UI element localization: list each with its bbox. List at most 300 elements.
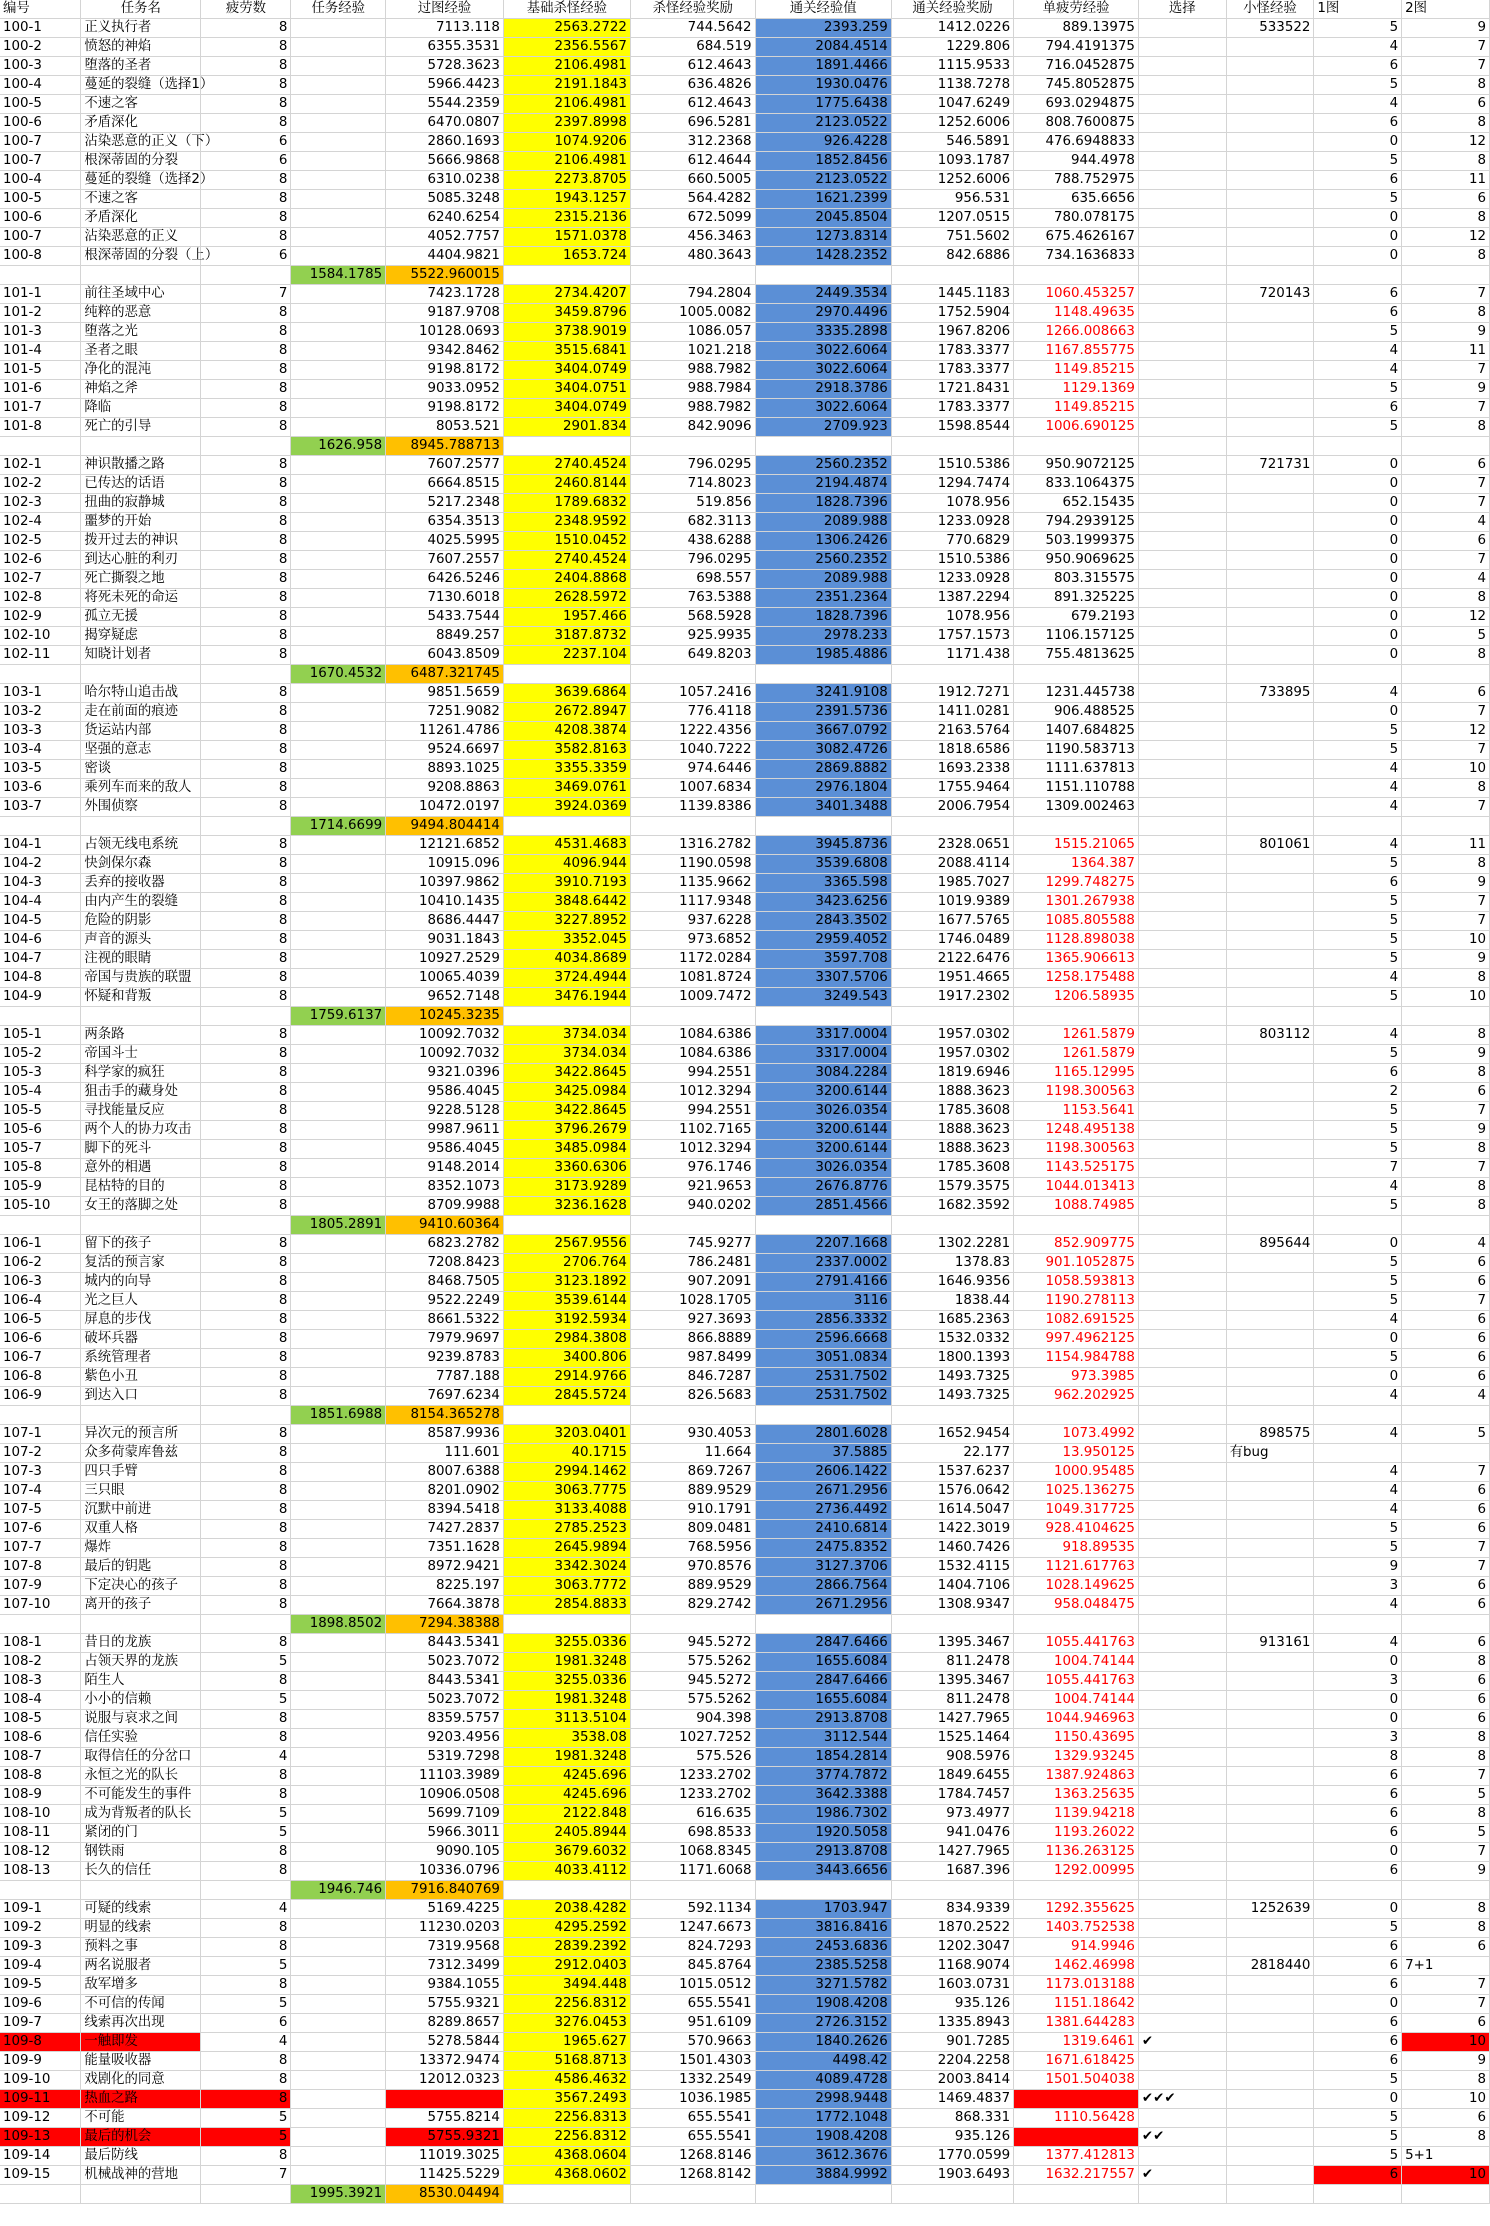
cell-map-1[interactable]: 0 bbox=[1314, 247, 1402, 266]
cell-per-fatigue-exp[interactable]: 1129.1369 bbox=[1014, 380, 1139, 399]
cell-clear-exp-bonus[interactable]: 1770.0599 bbox=[891, 2147, 1013, 2166]
cell-mob-exp[interactable] bbox=[1226, 912, 1314, 931]
cell-clear-exp[interactable]: 8053.521 bbox=[386, 418, 504, 437]
cell-kill-exp-bonus[interactable]: 1021.218 bbox=[630, 342, 755, 361]
empty-cell[interactable] bbox=[201, 1216, 291, 1235]
cell-clear-exp-value[interactable]: 2207.1668 bbox=[755, 1235, 891, 1254]
empty-cell[interactable] bbox=[201, 817, 291, 836]
cell-id[interactable]: 103-7 bbox=[0, 798, 81, 817]
cell-choice[interactable] bbox=[1138, 1444, 1226, 1463]
cell-clear-exp-value[interactable]: 3116 bbox=[755, 1292, 891, 1311]
cell-map-1[interactable]: 3 bbox=[1314, 1729, 1402, 1748]
cell-task-exp[interactable] bbox=[291, 2052, 386, 2071]
cell-mob-exp[interactable] bbox=[1226, 1311, 1314, 1330]
cell-kill-exp-bonus[interactable]: 1028.1705 bbox=[630, 1292, 755, 1311]
cell-map-1[interactable]: 4 bbox=[1314, 760, 1402, 779]
cell-clear-exp[interactable]: 10906.0508 bbox=[386, 1786, 504, 1805]
cell-choice[interactable] bbox=[1138, 38, 1226, 57]
cell-per-fatigue-exp[interactable]: 997.4962125 bbox=[1014, 1330, 1139, 1349]
cell-map-2[interactable]: 4 bbox=[1402, 513, 1490, 532]
cell-clear-exp-value[interactable]: 2843.3502 bbox=[755, 912, 891, 931]
cell-fatigue[interactable]: 8 bbox=[201, 798, 291, 817]
cell-per-fatigue-exp[interactable]: 1055.441763 bbox=[1014, 1634, 1139, 1653]
cell-map-1[interactable]: 0 bbox=[1314, 494, 1402, 513]
cell-clear-exp[interactable]: 111.601 bbox=[386, 1444, 504, 1463]
cell-task-name[interactable]: 信任实验 bbox=[81, 1729, 201, 1748]
cell-task-exp[interactable] bbox=[291, 114, 386, 133]
cell-base-kill-exp[interactable]: 1965.627 bbox=[503, 2033, 630, 2052]
cell-id[interactable]: 108-2 bbox=[0, 1653, 81, 1672]
cell-kill-exp-bonus[interactable]: 824.7293 bbox=[630, 1938, 755, 1957]
cell-choice[interactable] bbox=[1138, 247, 1226, 266]
cell-task-exp[interactable] bbox=[291, 1349, 386, 1368]
cell-clear-exp-bonus[interactable]: 1093.1787 bbox=[891, 152, 1013, 171]
cell-kill-exp-bonus[interactable]: 951.6109 bbox=[630, 2014, 755, 2033]
cell-id[interactable]: 101-8 bbox=[0, 418, 81, 437]
cell-map-2[interactable]: 7 bbox=[1402, 551, 1490, 570]
cell-clear-exp-bonus[interactable]: 1510.5386 bbox=[891, 456, 1013, 475]
cell-base-kill-exp[interactable]: 2038.4282 bbox=[503, 1900, 630, 1919]
cell-per-fatigue-exp[interactable]: 950.9072125 bbox=[1014, 456, 1139, 475]
cell-task-name[interactable]: 前往圣域中心 bbox=[81, 285, 201, 304]
cell-task-name[interactable]: 明显的线索 bbox=[81, 1919, 201, 1938]
cell-task-exp[interactable] bbox=[291, 1387, 386, 1406]
cell-map-2[interactable] bbox=[1402, 1444, 1490, 1463]
cell-base-kill-exp[interactable]: 3734.034 bbox=[503, 1026, 630, 1045]
cell-id[interactable]: 108-3 bbox=[0, 1672, 81, 1691]
cell-map-2[interactable]: 10 bbox=[1402, 2033, 1490, 2052]
cell-clear-exp-bonus[interactable]: 1757.1573 bbox=[891, 627, 1013, 646]
cell-kill-exp-bonus[interactable]: 930.4053 bbox=[630, 1425, 755, 1444]
cell-clear-exp[interactable]: 6240.6254 bbox=[386, 209, 504, 228]
cell-id[interactable]: 100-5 bbox=[0, 95, 81, 114]
cell-per-fatigue-exp[interactable]: 635.6656 bbox=[1014, 190, 1139, 209]
cell-clear-exp[interactable]: 6355.3531 bbox=[386, 38, 504, 57]
cell-fatigue[interactable]: 8 bbox=[201, 950, 291, 969]
cell-id[interactable]: 103-3 bbox=[0, 722, 81, 741]
cell-fatigue[interactable]: 8 bbox=[201, 209, 291, 228]
cell-base-kill-exp[interactable]: 3173.9289 bbox=[503, 1178, 630, 1197]
cell-mob-exp[interactable] bbox=[1226, 1273, 1314, 1292]
cell-mob-exp[interactable] bbox=[1226, 1558, 1314, 1577]
cell-clear-exp-bonus[interactable]: 1888.3623 bbox=[891, 1121, 1013, 1140]
cell-clear-exp[interactable]: 10092.7032 bbox=[386, 1045, 504, 1064]
cell-clear-exp[interactable]: 8359.5757 bbox=[386, 1710, 504, 1729]
cell-base-kill-exp[interactable]: 3123.1892 bbox=[503, 1273, 630, 1292]
cell-fatigue[interactable]: 8 bbox=[201, 1482, 291, 1501]
empty-cell[interactable] bbox=[755, 1615, 891, 1634]
empty-cell[interactable] bbox=[1138, 817, 1226, 836]
empty-cell[interactable] bbox=[1314, 1615, 1402, 1634]
cell-task-name[interactable]: 敌军增多 bbox=[81, 1976, 201, 1995]
cell-clear-exp-bonus[interactable]: 1957.0302 bbox=[891, 1026, 1013, 1045]
cell-choice[interactable] bbox=[1138, 703, 1226, 722]
cell-task-exp[interactable] bbox=[291, 1900, 386, 1919]
empty-cell[interactable] bbox=[630, 1007, 755, 1026]
cell-per-fatigue-exp[interactable]: 745.8052875 bbox=[1014, 76, 1139, 95]
cell-task-name[interactable]: 注视的眼睛 bbox=[81, 950, 201, 969]
cell-base-kill-exp[interactable]: 3355.3359 bbox=[503, 760, 630, 779]
cell-clear-exp-bonus[interactable]: 2163.5764 bbox=[891, 722, 1013, 741]
cell-task-name[interactable]: 可疑的线索 bbox=[81, 1900, 201, 1919]
cell-fatigue[interactable]: 8 bbox=[201, 418, 291, 437]
cell-map-2[interactable]: 6 bbox=[1402, 1330, 1490, 1349]
cell-mob-exp[interactable]: 913161 bbox=[1226, 1634, 1314, 1653]
cell-choice[interactable] bbox=[1138, 855, 1226, 874]
cell-map-2[interactable]: 8 bbox=[1402, 855, 1490, 874]
cell-choice[interactable] bbox=[1138, 361, 1226, 380]
cell-base-kill-exp[interactable]: 4245.696 bbox=[503, 1786, 630, 1805]
cell-fatigue[interactable]: 8 bbox=[201, 646, 291, 665]
cell-id[interactable]: 100-7 bbox=[0, 228, 81, 247]
cell-map-2[interactable]: 5+1 bbox=[1402, 2147, 1490, 2166]
cell-clear-exp-value[interactable]: 3335.2898 bbox=[755, 323, 891, 342]
cell-clear-exp[interactable]: 7787.188 bbox=[386, 1368, 504, 1387]
cell-fatigue[interactable]: 8 bbox=[201, 361, 291, 380]
cell-per-fatigue-exp[interactable]: 1319.6461 bbox=[1014, 2033, 1139, 2052]
cell-clear-exp[interactable]: 8709.9988 bbox=[386, 1197, 504, 1216]
cell-choice[interactable] bbox=[1138, 1140, 1226, 1159]
cell-clear-exp-bonus[interactable]: 1252.6006 bbox=[891, 114, 1013, 133]
cell-map-1[interactable]: 0 bbox=[1314, 551, 1402, 570]
cell-clear-exp-value[interactable]: 1930.0476 bbox=[755, 76, 891, 95]
cell-clear-exp-bonus[interactable]: 1784.7457 bbox=[891, 1786, 1013, 1805]
cell-clear-exp[interactable]: 10065.4039 bbox=[386, 969, 504, 988]
cell-per-fatigue-exp[interactable]: 1028.149625 bbox=[1014, 1577, 1139, 1596]
cell-choice[interactable] bbox=[1138, 2071, 1226, 2090]
header-map-2[interactable]: 2图 bbox=[1402, 0, 1490, 19]
cell-choice[interactable] bbox=[1138, 1843, 1226, 1862]
cell-kill-exp-bonus[interactable]: 1316.2782 bbox=[630, 836, 755, 855]
cell-base-kill-exp[interactable]: 3255.0336 bbox=[503, 1672, 630, 1691]
empty-cell[interactable] bbox=[1014, 266, 1139, 285]
cell-map-2[interactable]: 7 bbox=[1402, 1292, 1490, 1311]
cell-base-kill-exp[interactable]: 2122.848 bbox=[503, 1805, 630, 1824]
cell-map-2[interactable]: 8 bbox=[1402, 1919, 1490, 1938]
cell-choice[interactable] bbox=[1138, 418, 1226, 437]
cell-base-kill-exp[interactable]: 1789.6832 bbox=[503, 494, 630, 513]
cell-map-2[interactable]: 7 bbox=[1402, 1843, 1490, 1862]
cell-fatigue[interactable]: 8 bbox=[201, 855, 291, 874]
cell-map-1[interactable]: 5 bbox=[1314, 1292, 1402, 1311]
cell-task-name[interactable]: 狙击手的藏身处 bbox=[81, 1083, 201, 1102]
cell-map-1[interactable]: 0 bbox=[1314, 1691, 1402, 1710]
cell-clear-exp-value[interactable]: 3051.0834 bbox=[755, 1349, 891, 1368]
cell-per-fatigue-exp[interactable]: 906.488525 bbox=[1014, 703, 1139, 722]
cell-clear-exp-bonus[interactable]: 1951.4665 bbox=[891, 969, 1013, 988]
cell-mob-exp[interactable] bbox=[1226, 171, 1314, 190]
empty-cell[interactable] bbox=[1314, 817, 1402, 836]
cell-kill-exp-bonus[interactable]: 763.5388 bbox=[630, 589, 755, 608]
cell-clear-exp-bonus[interactable]: 1752.5904 bbox=[891, 304, 1013, 323]
cell-task-name[interactable]: 两名说服者 bbox=[81, 1957, 201, 1976]
cell-fatigue[interactable]: 8 bbox=[201, 1121, 291, 1140]
cell-per-fatigue-exp[interactable]: 1049.317725 bbox=[1014, 1501, 1139, 1520]
cell-mob-exp[interactable] bbox=[1226, 513, 1314, 532]
cell-mob-exp[interactable] bbox=[1226, 209, 1314, 228]
header-choice[interactable]: 选择 bbox=[1138, 0, 1226, 19]
cell-base-kill-exp[interactable]: 4368.0604 bbox=[503, 2147, 630, 2166]
cell-fatigue[interactable]: 8 bbox=[201, 57, 291, 76]
cell-map-2[interactable]: 12 bbox=[1402, 722, 1490, 741]
cell-fatigue[interactable]: 8 bbox=[201, 475, 291, 494]
cell-mob-exp[interactable] bbox=[1226, 57, 1314, 76]
cell-kill-exp-bonus[interactable]: 1068.8345 bbox=[630, 1843, 755, 1862]
cell-clear-exp-bonus[interactable]: 2328.0651 bbox=[891, 836, 1013, 855]
cell-fatigue[interactable]: 8 bbox=[201, 874, 291, 893]
cell-task-exp[interactable] bbox=[291, 1862, 386, 1881]
cell-task-name[interactable]: 昔日的龙族 bbox=[81, 1634, 201, 1653]
cell-task-name[interactable]: 长久的信任 bbox=[81, 1862, 201, 1881]
cell-task-exp[interactable] bbox=[291, 969, 386, 988]
cell-mob-exp[interactable] bbox=[1226, 1805, 1314, 1824]
empty-cell[interactable] bbox=[503, 1881, 630, 1900]
cell-base-kill-exp[interactable]: 3404.0751 bbox=[503, 380, 630, 399]
cell-task-exp[interactable] bbox=[291, 1064, 386, 1083]
cell-clear-exp-value[interactable]: 2913.8708 bbox=[755, 1710, 891, 1729]
cell-per-fatigue-exp[interactable]: 1365.906613 bbox=[1014, 950, 1139, 969]
cell-per-fatigue-exp[interactable]: 1438.983025 bbox=[1014, 2128, 1139, 2147]
cell-task-exp[interactable] bbox=[291, 1292, 386, 1311]
cell-base-kill-exp[interactable]: 2315.2136 bbox=[503, 209, 630, 228]
cell-map-1[interactable]: 5 bbox=[1314, 1273, 1402, 1292]
cell-map-1[interactable]: 5 bbox=[1314, 2147, 1402, 2166]
cell-clear-exp[interactable]: 4052.7757 bbox=[386, 228, 504, 247]
cell-fatigue[interactable]: 8 bbox=[201, 1292, 291, 1311]
cell-map-2[interactable]: 7 bbox=[1402, 1102, 1490, 1121]
cell-fatigue[interactable]: 8 bbox=[201, 513, 291, 532]
cell-task-name[interactable]: 揭穿疑虑 bbox=[81, 627, 201, 646]
cell-per-fatigue-exp[interactable]: 962.202925 bbox=[1014, 1387, 1139, 1406]
cell-map-2[interactable]: 8 bbox=[1402, 304, 1490, 323]
cell-id[interactable]: 102-7 bbox=[0, 570, 81, 589]
cell-task-name[interactable]: 死亡的引导 bbox=[81, 418, 201, 437]
cell-choice[interactable] bbox=[1138, 2052, 1226, 2071]
cell-id[interactable]: 105-6 bbox=[0, 1121, 81, 1140]
cell-per-fatigue-exp[interactable]: 780.078175 bbox=[1014, 209, 1139, 228]
cell-kill-exp-bonus[interactable]: 1036.1985 bbox=[630, 2090, 755, 2109]
cell-map-1[interactable]: 6 bbox=[1314, 1767, 1402, 1786]
cell-clear-exp-value[interactable]: 3022.6064 bbox=[755, 399, 891, 418]
cell-kill-exp-bonus[interactable]: 940.0202 bbox=[630, 1197, 755, 1216]
cell-map-1[interactable]: 4 bbox=[1314, 342, 1402, 361]
cell-per-fatigue-exp[interactable]: 1329.93245 bbox=[1014, 1748, 1139, 1767]
cell-per-fatigue-exp[interactable]: 1143.525175 bbox=[1014, 1159, 1139, 1178]
cell-kill-exp-bonus[interactable]: 1040.7222 bbox=[630, 741, 755, 760]
cell-fatigue[interactable]: 8 bbox=[201, 342, 291, 361]
cell-base-kill-exp[interactable]: 3255.0336 bbox=[503, 1634, 630, 1653]
cell-per-fatigue-exp[interactable]: 808.7600875 bbox=[1014, 114, 1139, 133]
cell-task-name[interactable]: 已传达的话语 bbox=[81, 475, 201, 494]
cell-base-kill-exp[interactable]: 2106.4981 bbox=[503, 57, 630, 76]
cell-id[interactable]: 100-1 bbox=[0, 19, 81, 38]
empty-cell[interactable] bbox=[755, 437, 891, 456]
cell-clear-exp-value[interactable]: 1828.7396 bbox=[755, 608, 891, 627]
cell-clear-exp-value[interactable]: 3539.6808 bbox=[755, 855, 891, 874]
cell-map-1[interactable]: 8 bbox=[1314, 1748, 1402, 1767]
cell-per-fatigue-exp[interactable]: 1106.157125 bbox=[1014, 627, 1139, 646]
cell-mob-exp[interactable]: 895644 bbox=[1226, 1235, 1314, 1254]
cell-task-exp[interactable] bbox=[291, 1463, 386, 1482]
cell-clear-exp-value[interactable]: 2869.8882 bbox=[755, 760, 891, 779]
cell-fatigue[interactable]: 5 bbox=[201, 1691, 291, 1710]
cell-kill-exp-bonus[interactable]: 714.8023 bbox=[630, 475, 755, 494]
cell-map-2[interactable]: 10 bbox=[1402, 2090, 1490, 2109]
cell-clear-exp-bonus[interactable]: 1047.6249 bbox=[891, 95, 1013, 114]
cell-map-1[interactable]: 0 bbox=[1314, 703, 1402, 722]
cell-clear-exp[interactable]: 8352.1073 bbox=[386, 1178, 504, 1197]
cell-map-2[interactable]: 8 bbox=[1402, 1900, 1490, 1919]
cell-kill-exp-bonus[interactable]: 889.9529 bbox=[630, 1482, 755, 1501]
cell-id[interactable]: 101-7 bbox=[0, 399, 81, 418]
cell-task-exp[interactable] bbox=[291, 152, 386, 171]
cell-map-1[interactable]: 0 bbox=[1314, 1653, 1402, 1672]
cell-task-exp[interactable] bbox=[291, 76, 386, 95]
cell-clear-exp-value[interactable]: 1306.2426 bbox=[755, 532, 891, 551]
cell-task-name[interactable]: 由内产生的裂缝 bbox=[81, 893, 201, 912]
cell-task-name[interactable]: 紧闭的门 bbox=[81, 1824, 201, 1843]
cell-choice[interactable] bbox=[1138, 1691, 1226, 1710]
cell-id[interactable]: 108-6 bbox=[0, 1729, 81, 1748]
cell-clear-exp-bonus[interactable]: 1677.5765 bbox=[891, 912, 1013, 931]
cell-task-exp[interactable] bbox=[291, 1957, 386, 1976]
cell-clear-exp[interactable]: 5319.7298 bbox=[386, 1748, 504, 1767]
cell-base-kill-exp[interactable]: 4586.4632 bbox=[503, 2071, 630, 2090]
cell-fatigue[interactable]: 8 bbox=[201, 1102, 291, 1121]
cell-choice[interactable] bbox=[1138, 1387, 1226, 1406]
cell-kill-exp-bonus[interactable]: 907.2091 bbox=[630, 1273, 755, 1292]
cell-clear-exp-bonus[interactable]: 2204.2258 bbox=[891, 2052, 1013, 2071]
cell-clear-exp[interactable]: 5023.7072 bbox=[386, 1691, 504, 1710]
cell-clear-exp-bonus[interactable]: 1888.3623 bbox=[891, 1083, 1013, 1102]
cell-per-fatigue-exp[interactable]: 1082.691525 bbox=[1014, 1311, 1139, 1330]
cell-choice[interactable] bbox=[1138, 209, 1226, 228]
cell-clear-exp[interactable]: 10128.0693 bbox=[386, 323, 504, 342]
cell-mob-exp[interactable] bbox=[1226, 893, 1314, 912]
cell-task-exp[interactable] bbox=[291, 304, 386, 323]
cell-task-name[interactable]: 线索再次出现 bbox=[81, 2014, 201, 2033]
cell-per-fatigue-exp[interactable]: 1515.21065 bbox=[1014, 836, 1139, 855]
cell-task-exp[interactable] bbox=[291, 380, 386, 399]
empty-cell[interactable] bbox=[503, 1216, 630, 1235]
cell-map-2[interactable]: 6 bbox=[1402, 1596, 1490, 1615]
cell-kill-exp-bonus[interactable]: 1117.9348 bbox=[630, 893, 755, 912]
cell-task-name[interactable]: 异次元的预言所 bbox=[81, 1425, 201, 1444]
cell-map-1[interactable]: 4 bbox=[1314, 1178, 1402, 1197]
cell-clear-exp-bonus[interactable]: 956.531 bbox=[891, 190, 1013, 209]
cell-map-2[interactable]: 7 bbox=[1402, 1558, 1490, 1577]
header-clear-exp-bonus[interactable]: 通关经验奖励 bbox=[891, 0, 1013, 19]
cell-id[interactable]: 104-3 bbox=[0, 874, 81, 893]
cell-choice[interactable] bbox=[1138, 152, 1226, 171]
cell-clear-exp-bonus[interactable]: 1460.7426 bbox=[891, 1539, 1013, 1558]
cell-kill-exp-bonus[interactable]: 1233.2702 bbox=[630, 1767, 755, 1786]
cell-clear-exp-bonus[interactable]: 1019.9389 bbox=[891, 893, 1013, 912]
cell-choice[interactable] bbox=[1138, 1995, 1226, 2014]
empty-cell[interactable] bbox=[891, 437, 1013, 456]
cell-mob-exp[interactable]: 有bug bbox=[1226, 1444, 1314, 1463]
cell-map-1[interactable]: 4 bbox=[1314, 969, 1402, 988]
empty-cell[interactable] bbox=[1402, 437, 1490, 456]
cell-clear-exp-bonus[interactable]: 2088.4114 bbox=[891, 855, 1013, 874]
cell-per-fatigue-exp[interactable]: 958.048475 bbox=[1014, 1596, 1139, 1615]
cell-kill-exp-bonus[interactable]: 649.8203 bbox=[630, 646, 755, 665]
cell-base-kill-exp[interactable]: 3924.0369 bbox=[503, 798, 630, 817]
cell-clear-exp-value[interactable]: 3317.0004 bbox=[755, 1026, 891, 1045]
cell-clear-exp[interactable]: 12121.6852 bbox=[386, 836, 504, 855]
cell-clear-exp[interactable]: 5755.9321 bbox=[386, 2128, 504, 2147]
cell-mob-exp[interactable] bbox=[1226, 361, 1314, 380]
cell-task-name[interactable]: 帝国斗士 bbox=[81, 1045, 201, 1064]
cell-map-2[interactable]: 7 bbox=[1402, 1976, 1490, 1995]
cell-mob-exp[interactable] bbox=[1226, 114, 1314, 133]
cell-id[interactable]: 108-13 bbox=[0, 1862, 81, 1881]
empty-cell[interactable] bbox=[1402, 266, 1490, 285]
cell-map-2[interactable]: 12 bbox=[1402, 133, 1490, 152]
cell-choice[interactable] bbox=[1138, 988, 1226, 1007]
cell-fatigue[interactable]: 8 bbox=[201, 2147, 291, 2166]
cell-clear-exp[interactable]: 9652.7148 bbox=[386, 988, 504, 1007]
cell-task-name[interactable]: 堕落之光 bbox=[81, 323, 201, 342]
cell-clear-exp-value[interactable]: 2351.2364 bbox=[755, 589, 891, 608]
cell-task-name[interactable]: 沉默中前进 bbox=[81, 1501, 201, 1520]
cell-fatigue[interactable]: 5 bbox=[201, 2109, 291, 2128]
cell-map-1[interactable]: 3 bbox=[1314, 1577, 1402, 1596]
cell-choice[interactable]: ✔✔ bbox=[1138, 2128, 1226, 2147]
cell-clear-exp-bonus[interactable]: 1785.3608 bbox=[891, 1159, 1013, 1178]
cell-mob-exp[interactable] bbox=[1226, 1083, 1314, 1102]
empty-cell[interactable] bbox=[1314, 2185, 1402, 2204]
cell-id[interactable]: 109-5 bbox=[0, 1976, 81, 1995]
cell-mob-exp[interactable] bbox=[1226, 2128, 1314, 2147]
summary-clear-exp[interactable]: 8154.365278 bbox=[386, 1406, 504, 1425]
cell-fatigue[interactable]: 8 bbox=[201, 1026, 291, 1045]
cell-clear-exp-bonus[interactable]: 1838.44 bbox=[891, 1292, 1013, 1311]
cell-map-1[interactable]: 5 bbox=[1314, 855, 1402, 874]
cell-map-2[interactable]: 5 bbox=[1402, 1824, 1490, 1843]
cell-fatigue[interactable]: 8 bbox=[201, 1064, 291, 1083]
cell-kill-exp-bonus[interactable]: 776.4118 bbox=[630, 703, 755, 722]
cell-id[interactable]: 104-7 bbox=[0, 950, 81, 969]
cell-task-exp[interactable] bbox=[291, 1596, 386, 1615]
cell-kill-exp-bonus[interactable]: 1057.2416 bbox=[630, 684, 755, 703]
empty-cell[interactable] bbox=[0, 437, 81, 456]
empty-cell[interactable] bbox=[201, 437, 291, 456]
cell-base-kill-exp[interactable]: 4245.696 bbox=[503, 1767, 630, 1786]
empty-cell[interactable] bbox=[503, 1615, 630, 1634]
cell-task-exp[interactable] bbox=[291, 361, 386, 380]
empty-cell[interactable] bbox=[1402, 1406, 1490, 1425]
cell-task-exp[interactable] bbox=[291, 1805, 386, 1824]
cell-task-exp[interactable] bbox=[291, 57, 386, 76]
cell-task-exp[interactable] bbox=[291, 931, 386, 950]
cell-clear-exp-bonus[interactable]: 1652.9454 bbox=[891, 1425, 1013, 1444]
cell-mob-exp[interactable] bbox=[1226, 532, 1314, 551]
cell-task-name[interactable]: 离开的孩子 bbox=[81, 1596, 201, 1615]
cell-map-1[interactable]: 5 bbox=[1314, 1919, 1402, 1938]
cell-task-exp[interactable] bbox=[291, 1026, 386, 1045]
cell-map-1[interactable]: 4 bbox=[1314, 798, 1402, 817]
cell-map-2[interactable]: 9 bbox=[1402, 1121, 1490, 1140]
cell-task-exp[interactable] bbox=[291, 627, 386, 646]
cell-fatigue[interactable]: 8 bbox=[201, 38, 291, 57]
cell-task-name[interactable]: 系统管理者 bbox=[81, 1349, 201, 1368]
cell-clear-exp-bonus[interactable]: 1746.0489 bbox=[891, 931, 1013, 950]
empty-cell[interactable] bbox=[0, 817, 81, 836]
empty-cell[interactable] bbox=[1014, 1615, 1139, 1634]
cell-base-kill-exp[interactable]: 2645.9894 bbox=[503, 1539, 630, 1558]
cell-base-kill-exp[interactable]: 2839.2392 bbox=[503, 1938, 630, 1957]
